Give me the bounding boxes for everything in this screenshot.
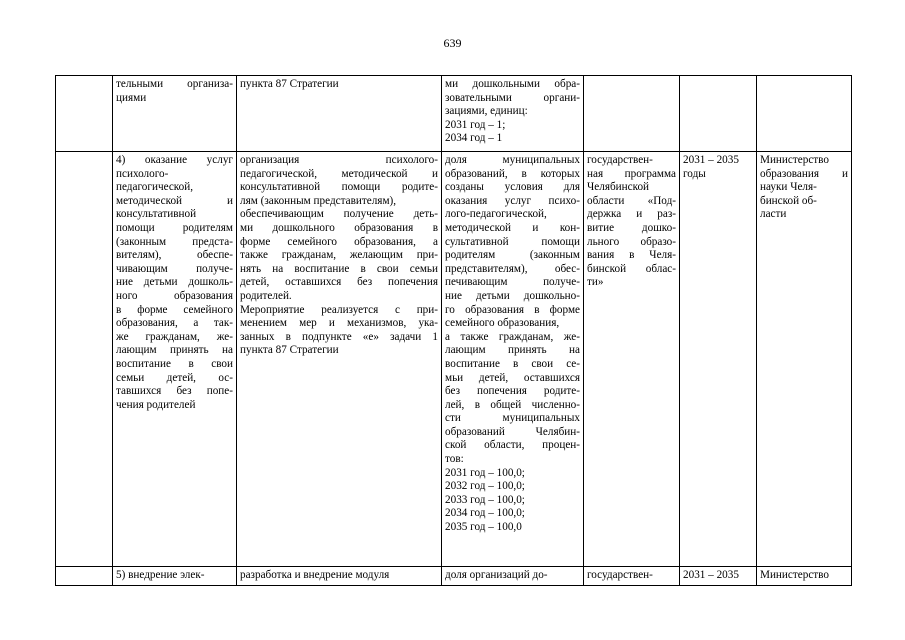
text-line: ласти <box>760 208 787 221</box>
text-line: педагогической, <box>116 181 194 194</box>
program-cell <box>584 567 680 586</box>
text-line: государствен- <box>587 569 653 581</box>
table-row <box>56 152 852 567</box>
text-line: семейного образования, <box>445 317 560 330</box>
text-line: тавшихся без попе- <box>116 385 233 398</box>
text-line: консультативной <box>116 208 197 221</box>
text-line: образований Челябин- <box>445 425 580 438</box>
text-line: бинской об- <box>760 194 817 207</box>
text-line: методической и кон- <box>445 221 580 234</box>
text-line: организация психолого- <box>240 154 438 166</box>
period-cell <box>680 152 757 567</box>
text-line: образований, в которых <box>445 167 580 180</box>
text-line: (законным предста- <box>116 235 233 248</box>
text-line: созданы условия для <box>445 181 580 194</box>
text-line: го образования в форме <box>445 303 580 316</box>
text-line: Министерство <box>760 154 829 166</box>
text-line: детей, оставшихся без попечения <box>240 276 438 289</box>
text-line: области «Под- <box>587 194 676 207</box>
text-line: зовательными органи- <box>445 91 580 104</box>
measure-description-cell <box>237 152 442 567</box>
text-line: образования и <box>760 167 848 180</box>
text-line: держка и раз- <box>587 208 676 221</box>
program-cell <box>584 152 680 567</box>
text-line: сти муниципальных <box>445 412 580 425</box>
text-line: же гражданам, же- <box>116 330 233 343</box>
period-cell <box>680 567 757 586</box>
text-line: 2033 год – 100,0; <box>445 493 525 506</box>
text-line: лающим принять на <box>116 344 233 357</box>
text-line: бинской облас- <box>587 262 676 275</box>
text-line: без попечения родите- <box>445 385 580 398</box>
text-line: Мероприятие реализуется с при- <box>240 303 438 316</box>
row-number-cell <box>56 76 113 152</box>
measure-description-cell <box>237 76 442 152</box>
text-line: форме семейного образования, а <box>240 235 438 248</box>
text-line: циями <box>116 91 147 104</box>
period-cell <box>680 76 757 152</box>
text-line: ми дошкольными обра- <box>445 78 580 90</box>
text-line: в форме семейного <box>116 303 233 316</box>
text-line: лающим принять на <box>445 344 580 357</box>
text-line: помощи родителям <box>116 221 233 234</box>
text-line: 4) оказание услуг <box>116 154 233 166</box>
text-line: обеспечивающим получение деть- <box>240 208 438 221</box>
text-line: чивающим получе- <box>116 262 233 275</box>
text-line: вителям), обеспе- <box>116 249 233 262</box>
indicator-cell <box>442 76 584 152</box>
text-line: образования, а так- <box>116 317 233 330</box>
text-line: ная программа <box>587 167 676 180</box>
text-line: педагогической, методической и <box>240 167 438 180</box>
text-line: печивающим получе- <box>445 276 580 289</box>
text-line: 2034 год – 100,0; <box>445 507 525 520</box>
strategy-measures-table <box>55 75 852 586</box>
text-line: 2031 – 2035 <box>683 569 739 581</box>
text-line: ми дошкольного образования в <box>240 221 438 234</box>
text-line: пункта 87 Стратегии <box>240 78 339 90</box>
text-line: ти» <box>587 276 604 289</box>
text-line: годы <box>683 167 706 180</box>
text-line: методической и <box>116 194 233 207</box>
responsible-cell <box>757 567 852 586</box>
text-line: оказания услуг психо- <box>445 194 580 207</box>
text-line: Челябинской <box>587 181 650 194</box>
text-line: государствен- <box>587 154 653 166</box>
measure-name-cell <box>113 567 237 586</box>
text-line: Министерство <box>760 569 829 581</box>
text-line: разработка и внедрение модуля <box>240 569 390 581</box>
program-cell <box>584 76 680 152</box>
measure-description-cell <box>237 567 442 586</box>
text-line: семьи детей, ос- <box>116 371 233 384</box>
text-line: психолого- <box>116 167 169 180</box>
measure-name-cell <box>113 152 237 567</box>
text-line: доля организаций до- <box>445 569 548 581</box>
row-number-cell <box>56 567 113 586</box>
text-line: а также гражданам, же- <box>445 330 580 343</box>
text-line: родителей. <box>240 289 292 302</box>
text-line: 5) внедрение элек- <box>116 569 205 581</box>
text-line: ние детьми дошколь- <box>116 276 233 289</box>
text-line: пункта 87 Стратегии <box>240 344 339 357</box>
row-number-cell <box>56 152 113 567</box>
text-line: тов: <box>445 453 464 466</box>
text-line: воспитание в свои се- <box>445 357 580 370</box>
text-line: представителям), обес- <box>445 262 580 275</box>
responsible-cell <box>757 152 852 567</box>
text-line: 2031 – 2035 <box>683 154 739 166</box>
text-line: ного образования <box>116 289 233 302</box>
text-line: лей, в общей численно- <box>445 398 580 411</box>
text-line: зациями, единиц: <box>445 105 528 118</box>
indicator-cell <box>442 567 584 586</box>
text-line: консультативной помощи родите- <box>240 181 438 194</box>
text-line: вания в Челя- <box>587 249 676 262</box>
text-line: витие дошко- <box>587 221 676 234</box>
text-line: также гражданам, желающим при- <box>240 249 438 262</box>
text-line: занных в подпункте «е» задачи 1 <box>240 330 438 343</box>
indicator-cell <box>442 152 584 567</box>
table-row <box>56 76 852 152</box>
text-line: 2032 год – 100,0; <box>445 480 525 493</box>
text-line: нять на воспитание в свои семьи <box>240 262 438 275</box>
text-line: доля муниципальных <box>445 154 580 166</box>
text-line: ние детьми дошкольно- <box>445 289 580 302</box>
text-line: 2031 год – 1; <box>445 118 506 131</box>
text-line: менением мер и механизмов, ука- <box>240 317 438 330</box>
text-line: тельными организа- <box>116 78 233 90</box>
text-line: лям (законным представителям), <box>240 194 397 207</box>
table-row <box>56 567 852 586</box>
text-line: 2031 год – 100,0; <box>445 466 525 479</box>
page-number: 639 <box>443 36 462 50</box>
text-line: науки Челя- <box>760 181 817 194</box>
text-line: ской области, процен- <box>445 439 580 452</box>
text-line: сультативной помощи <box>445 235 580 248</box>
text-line: родителям (законным <box>445 249 580 262</box>
text-line: 2035 год – 100,0 <box>445 521 522 534</box>
text-line: лого-педагогической, <box>445 208 547 221</box>
text-line: воспитание в свои <box>116 357 233 370</box>
text-line: чения родителей <box>116 398 196 411</box>
text-line: 2034 год – 1 <box>445 132 503 145</box>
measure-name-cell <box>113 76 237 152</box>
responsible-cell <box>757 76 852 152</box>
text-line: мьи детей, оставшихся <box>445 371 580 384</box>
text-line: льного образо- <box>587 235 676 248</box>
